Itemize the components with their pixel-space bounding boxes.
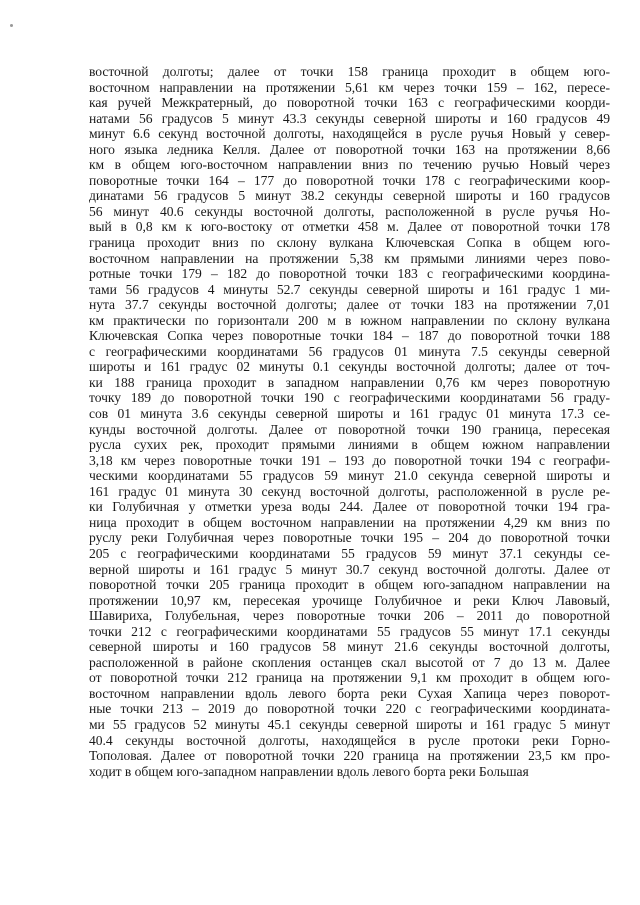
text-line: верной широты и 161 градус 5 минут 30.7 секунд восточной долготы. Далее от bbox=[89, 561, 610, 577]
text-line: ми 55 градусов 52 минуты 45.1 секунды северной широты и 161 градус 5 минут bbox=[89, 716, 610, 732]
text-line: поворотные точки 164 – 177 до поворотной точки 178 с географическими коор- bbox=[89, 172, 610, 188]
text-line: Шавириха, Голубельная, через поворотные точки 206 – 2011 до поворотной bbox=[89, 608, 610, 624]
text-line: вый в 0,8 км к юго-востоку от отметки 458 м. Далее от поворотной точки 178 bbox=[89, 219, 610, 235]
text-line: 56 минут 40.6 секунды восточной долготы, расположенной в русле ручья Но- bbox=[89, 203, 610, 219]
text-line: руслу реки Голубичная через поворотные точки 195 – 204 до поворотной точки bbox=[89, 530, 610, 546]
text-line: кунды восточной долготы. Далее от поворотной точки 190 граница, пересекая bbox=[89, 421, 610, 437]
text-line: с географическими координатами 56 градусов 01 минута 7.5 секунды северной bbox=[89, 343, 610, 359]
text-line: граница проходит вниз по склону вулкана Ключевская Сопка в общем юго- bbox=[89, 235, 610, 251]
text-line: 161 градус 01 минута 30 секунд восточной долготы, расположенной в русле ре- bbox=[89, 483, 610, 499]
body-text bbox=[89, 64, 610, 779]
text-line: минут 6.6 секунд восточной долготы, находящейся в русле ручья Новый у север- bbox=[89, 126, 610, 142]
text-line: нута 37.7 секунды восточной долготы; далее от точки 183 на протяжении 7,01 bbox=[89, 297, 610, 313]
text-line: русла сухих рек, проходит прямыми линиями в общем южном направлении bbox=[89, 437, 610, 453]
text-line: 3,18 км через поворотные точки 191 – 193 до поворотной точки 194 с географи- bbox=[89, 452, 610, 468]
text-line: расположенной в районе скопления останцев скал высотой от 7 до 13 м. Далее bbox=[89, 654, 610, 670]
text-line: точку 189 до поворотной точки 190 с географическими координатами 56 граду- bbox=[89, 390, 610, 406]
text-line: тами 56 градусов 4 минуты 52.7 секунды северной широты и 161 градус 1 ми- bbox=[89, 281, 610, 297]
text-line: восточном направлении на протяжении 5,38 км прямыми линиями через пово- bbox=[89, 250, 610, 266]
text-line: ротные точки 179 – 182 до поворотной точки 183 с географическими координа- bbox=[89, 266, 610, 282]
text-line: сов 01 минута 3.6 секунды северной широты и 161 градус 01 минута 17.3 се- bbox=[89, 406, 610, 422]
text-line: от поворотной точки 212 граница на протяжении 9,1 км проходит в общем юго- bbox=[89, 670, 610, 686]
text-line: кая ручей Межкратерный, до поворотной точки 163 с географическими коорди- bbox=[89, 95, 610, 111]
text-line: Ключевская Сопка через поворотные точки 184 – 187 до поворотной точки 188 bbox=[89, 328, 610, 344]
text-line: поворотной точки 205 граница проходит в общем юго-западном направлении на bbox=[89, 577, 610, 593]
text-line: ческими координатами 55 градусов 59 минут 21.0 секунда северной широты и bbox=[89, 468, 610, 484]
text-line: широты и 161 градус 02 минуты 0.1 секунды восточной долготы; далее от точ- bbox=[89, 359, 610, 375]
text-line: ки Голубичная у отметки уреза воды 244. Далее от поворотной точки 194 гра- bbox=[89, 499, 610, 515]
text-line: 40.4 секунды восточной долготы, находящейся в русле протоки реки Горно- bbox=[89, 732, 610, 748]
text-line: точки 212 с географическими координатами 55 градусов 55 минут 17.1 секунды bbox=[89, 623, 610, 639]
text-line: протяжении 10,97 км, пересекая урочище Голубичное и реки Ключ Лавовый, bbox=[89, 592, 610, 608]
text-line: Тополовая. Далее от поворотной точки 220 граница на протяжении 23,5 км про- bbox=[89, 748, 610, 764]
text-line: ходит в общем юго-западном направлении вдоль левого борта реки Большая bbox=[89, 763, 529, 779]
text-line: восточном направлении вдоль левого борта реки Сухая Хапица через поворот- bbox=[89, 685, 610, 701]
text-line: 205 с географическими координатами 55 градусов 59 минут 37.1 секунды се- bbox=[89, 545, 610, 561]
text-line: км практически по горизонтали 200 м в южном направлении по склону вулкана bbox=[89, 312, 610, 328]
text-line: северной широты и 160 градусов 58 минут 21.6 секунды восточной долготы, bbox=[89, 639, 610, 655]
text-line: восточной долготы; далее от точки 158 граница проходит в общем юго- bbox=[89, 64, 610, 79]
text-line: восточном направлении на протяжении 5,61 км через точки 159 – 162, пересе- bbox=[89, 79, 610, 95]
text-line: ного языка ледника Келля. Далее от поворотной точки 163 на протяжении 8,66 bbox=[89, 141, 610, 157]
text-line: ница проходит в общем восточном направлении на протяжении 4,29 км вниз по bbox=[89, 514, 610, 530]
text-line: натами 56 градусов 5 минут 43.3 секунды северной широты и 160 градусов 49 bbox=[89, 110, 610, 126]
text-line: ные точки 213 – 2019 до поворотной точки 220 с географическими координата- bbox=[89, 701, 610, 717]
text-line: ки 188 граница проходит в западном направлении 0,76 км через поворотную bbox=[89, 374, 610, 390]
margin-dot bbox=[10, 24, 13, 27]
text-line: км в общем юго-восточном направлении вниз по течению ручью Новый через bbox=[89, 157, 610, 173]
text-line: динатами 56 градусов 5 минут 38.2 секунды северной широты и 160 градусов bbox=[89, 188, 610, 204]
